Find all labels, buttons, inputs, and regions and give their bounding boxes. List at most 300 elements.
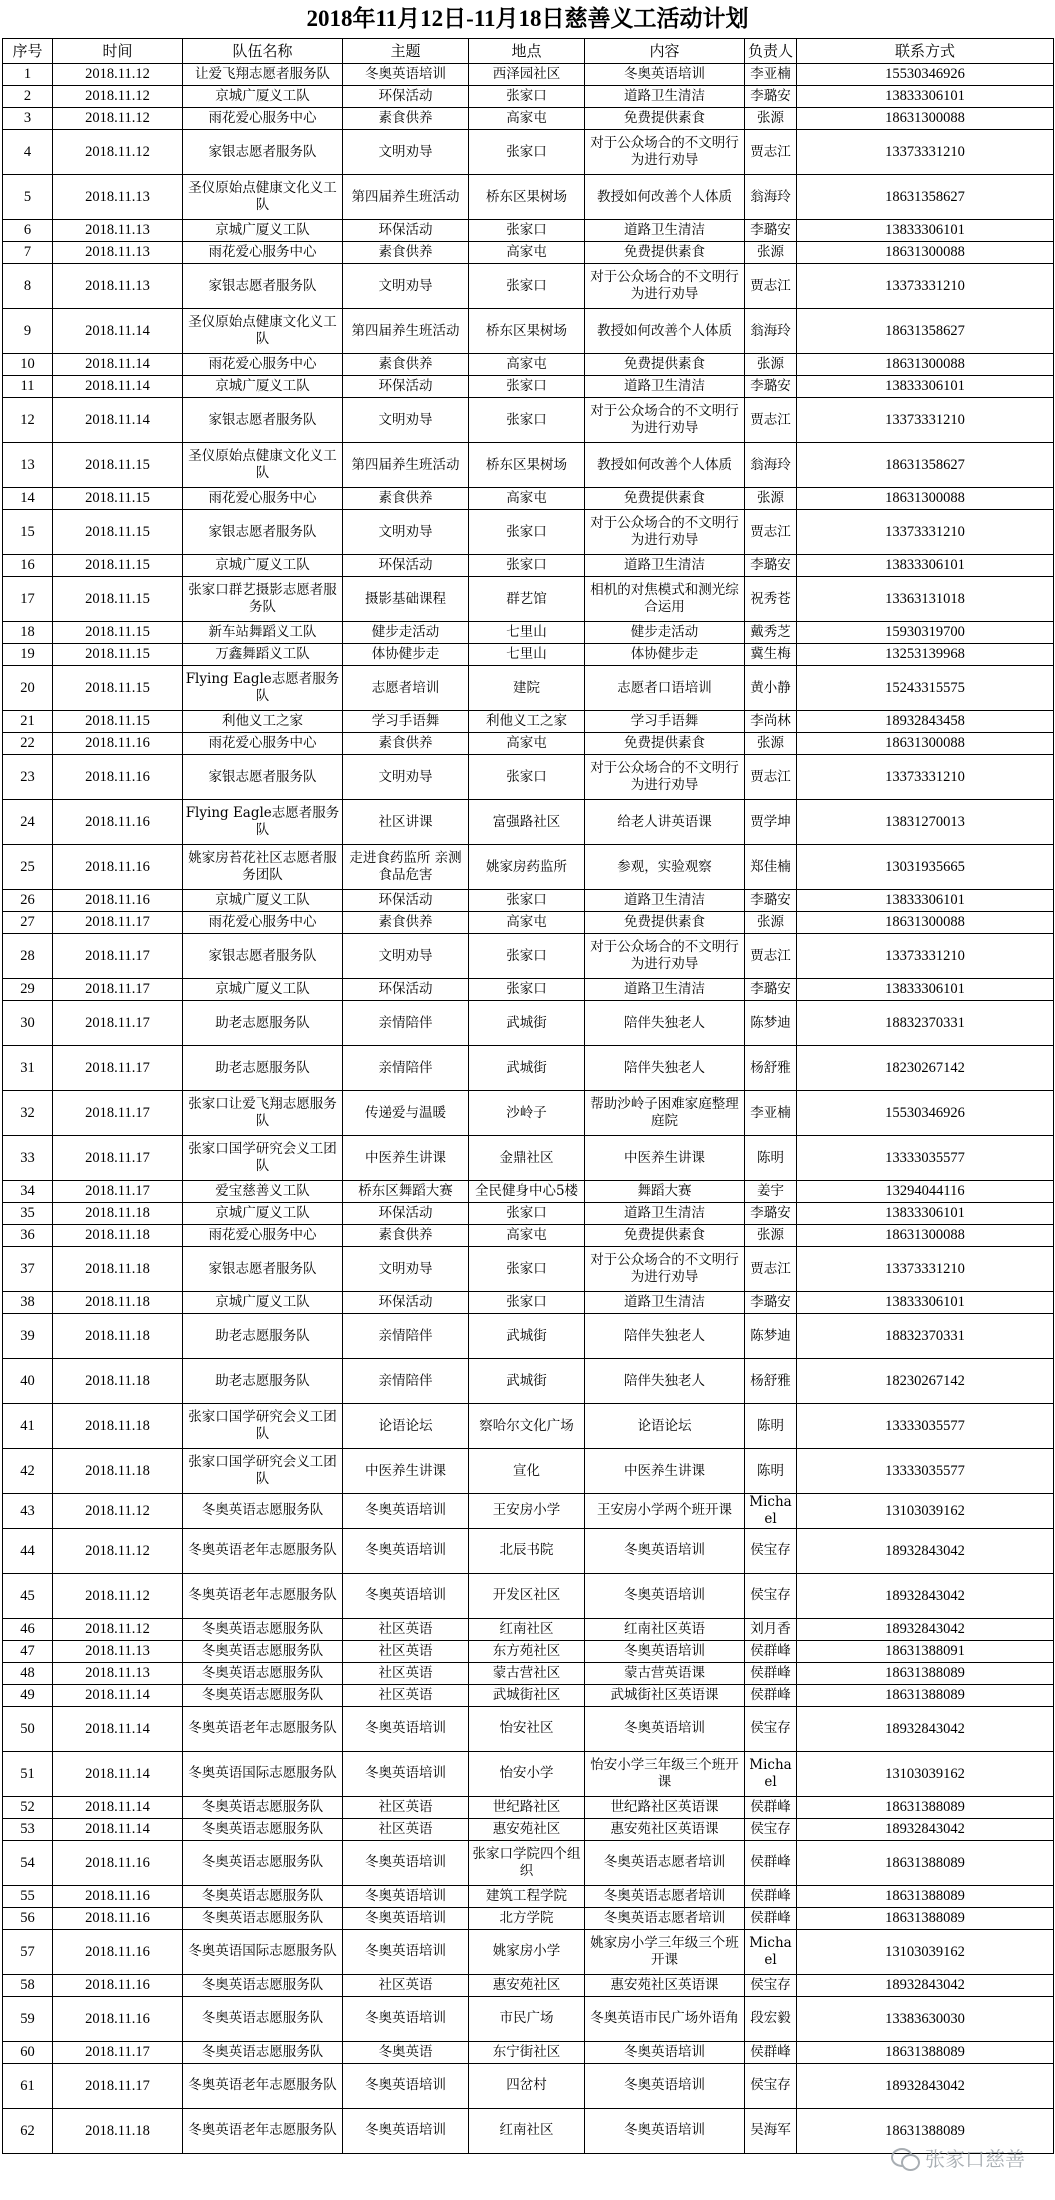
cell-time: 2018.11.15 (53, 488, 183, 510)
cell-seq: 7 (3, 242, 53, 264)
cell-leader: 侯宝存 (745, 1528, 797, 1573)
cell-leader: 刘月香 (745, 1618, 797, 1640)
table-row (3, 1494, 1054, 1529)
cell-time: 2018.11.14 (53, 1818, 183, 1840)
cell-location: 张家口 (469, 86, 585, 108)
table-row (3, 1573, 1054, 1618)
table-row (3, 1292, 1054, 1314)
cell-location: 建筑工程学院 (469, 1885, 585, 1907)
table-row (3, 1359, 1054, 1404)
cell-team: 冬奥英语志愿服务队 (183, 1640, 343, 1662)
cell-location: 高家屯 (469, 733, 585, 755)
cell-content: 冬奥英语培训 (585, 2063, 745, 2108)
cell-time: 2018.11.16 (53, 1929, 183, 1974)
table-row (3, 64, 1054, 86)
table-row (3, 86, 1054, 108)
cell-time: 2018.11.16 (53, 1996, 183, 2041)
cell-leader: 李璐安 (745, 555, 797, 577)
cell-time: 2018.11.12 (53, 1618, 183, 1640)
cell-seq: 23 (3, 755, 53, 800)
cell-team: 张家口国学研究会义工团队 (183, 1449, 343, 1494)
cell-location: 张家口 (469, 755, 585, 800)
cell-contact: 13333035577 (797, 1136, 1054, 1181)
cell-content: 志愿者口语培训 (585, 666, 745, 711)
cell-leader: 侯宝存 (745, 1573, 797, 1618)
cell-contact: 18230267142 (797, 1359, 1054, 1404)
table-row (3, 1907, 1054, 1929)
cell-team: 助老志愿服务队 (183, 1001, 343, 1046)
cell-team: 冬奥英语志愿服务队 (183, 1662, 343, 1684)
cell-contact: 18932843042 (797, 1618, 1054, 1640)
cell-time: 2018.11.18 (53, 1247, 183, 1292)
cell-content: 健步走活动 (585, 622, 745, 644)
table-row (3, 376, 1054, 398)
cell-leader: 侯群峰 (745, 1684, 797, 1706)
cell-team: 冬奥英语老年志愿服务队 (183, 1573, 343, 1618)
cell-contact: 18631300088 (797, 912, 1054, 934)
cell-seq: 43 (3, 1494, 53, 1529)
table-row (3, 1247, 1054, 1292)
cell-time: 2018.11.18 (53, 2108, 183, 2153)
cell-content: 陪伴失独老人 (585, 1314, 745, 1359)
cell-seq: 22 (3, 733, 53, 755)
table-row (3, 108, 1054, 130)
cell-leader: 侯群峰 (745, 1840, 797, 1885)
cell-theme: 环保活动 (343, 1292, 469, 1314)
cell-location: 桥东区果树场 (469, 175, 585, 220)
cell-content: 武城街社区英语课 (585, 1684, 745, 1706)
cell-seq: 5 (3, 175, 53, 220)
cell-contact: 18631388089 (797, 1684, 1054, 1706)
cell-time: 2018.11.13 (53, 220, 183, 242)
cell-time: 2018.11.16 (53, 1907, 183, 1929)
cell-team: 张家口国学研究会义工团队 (183, 1136, 343, 1181)
cell-location: 世纪路社区 (469, 1796, 585, 1818)
cell-content: 陪伴失独老人 (585, 1046, 745, 1091)
cell-leader: 张源 (745, 912, 797, 934)
cell-contact: 18932843458 (797, 711, 1054, 733)
cell-location: 惠安苑社区 (469, 1818, 585, 1840)
cell-time: 2018.11.16 (53, 1885, 183, 1907)
cell-seq: 61 (3, 2063, 53, 2108)
cell-contact: 18631388089 (797, 1885, 1054, 1907)
cell-leader: 侯群峰 (745, 1662, 797, 1684)
cell-content: 教授如何改善个人体质 (585, 175, 745, 220)
cell-leader: 张源 (745, 488, 797, 510)
cell-team: 京城广厦义工队 (183, 1292, 343, 1314)
cell-location: 高家屯 (469, 354, 585, 376)
cell-team: 让爱飞翔志愿者服务队 (183, 64, 343, 86)
table-row (3, 1684, 1054, 1706)
cell-theme: 体协健步走 (343, 644, 469, 666)
cell-contact: 18631300088 (797, 1225, 1054, 1247)
cell-time: 2018.11.17 (53, 912, 183, 934)
cell-leader: 侯群峰 (745, 1640, 797, 1662)
table-row (3, 510, 1054, 555)
cell-team: 助老志愿服务队 (183, 1314, 343, 1359)
cell-content: 免费提供素食 (585, 354, 745, 376)
header-theme: 主题 (343, 39, 469, 64)
cell-team: Flying Eagle志愿者服务队 (183, 666, 343, 711)
cell-theme: 冬奥英语培训 (343, 1907, 469, 1929)
cell-content: 对于公众场合的不文明行为进行劝导 (585, 264, 745, 309)
cell-time: 2018.11.15 (53, 555, 183, 577)
cell-seq: 26 (3, 890, 53, 912)
cell-seq: 14 (3, 488, 53, 510)
cell-seq: 20 (3, 666, 53, 711)
table-row (3, 1618, 1054, 1640)
cell-theme: 亲情陪伴 (343, 1359, 469, 1404)
cell-content: 相机的对焦模式和测光综合运用 (585, 577, 745, 622)
cell-leader: 贾志江 (745, 130, 797, 175)
cell-contact: 13333035577 (797, 1449, 1054, 1494)
cell-leader: 杨舒雅 (745, 1046, 797, 1091)
cell-location: 张家口 (469, 264, 585, 309)
cell-time: 2018.11.15 (53, 644, 183, 666)
cell-leader: 陈梦迪 (745, 1314, 797, 1359)
cell-leader: 李璐安 (745, 1292, 797, 1314)
cell-contact: 18631388089 (797, 2108, 1054, 2153)
cell-team: 新车站舞蹈义工队 (183, 622, 343, 644)
cell-team: 冬奥英语志愿服务队 (183, 1974, 343, 1996)
cell-content: 红南社区英语 (585, 1618, 745, 1640)
cell-contact: 18631358627 (797, 175, 1054, 220)
cell-leader: 翁海玲 (745, 309, 797, 354)
cell-location: 东方苑社区 (469, 1640, 585, 1662)
cell-team: 京城广厦义工队 (183, 220, 343, 242)
table-row (3, 1528, 1054, 1573)
cell-theme: 第四届养生班活动 (343, 443, 469, 488)
cell-seq: 38 (3, 1292, 53, 1314)
cell-location: 惠安苑社区 (469, 1974, 585, 1996)
cell-content: 教授如何改善个人体质 (585, 309, 745, 354)
cell-location: 金鼎社区 (469, 1136, 585, 1181)
cell-team: 冬奥英语志愿服务队 (183, 1494, 343, 1529)
cell-leader: 侯宝存 (745, 2063, 797, 2108)
cell-content: 对于公众场合的不文明行为进行劝导 (585, 1247, 745, 1292)
cell-location: 北辰书院 (469, 1528, 585, 1573)
cell-seq: 21 (3, 711, 53, 733)
cell-leader: 贾志江 (745, 1247, 797, 1292)
cell-location: 桥东区果树场 (469, 309, 585, 354)
cell-time: 2018.11.12 (53, 130, 183, 175)
cell-theme: 文明劝导 (343, 510, 469, 555)
cell-theme: 冬奥英语培训 (343, 1494, 469, 1529)
cell-team: 家银志愿者服务队 (183, 264, 343, 309)
cell-contact: 18631388091 (797, 1640, 1054, 1662)
cell-contact: 13833306101 (797, 86, 1054, 108)
cell-theme: 社区英语 (343, 1796, 469, 1818)
cell-theme: 环保活动 (343, 220, 469, 242)
cell-contact: 15530346926 (797, 1091, 1054, 1136)
cell-theme: 素食供养 (343, 242, 469, 264)
cell-theme: 文明劝导 (343, 130, 469, 175)
cell-contact: 18932843042 (797, 1818, 1054, 1840)
cell-team: 张家口让爱飞翔志愿服务队 (183, 1091, 343, 1136)
cell-contact: 18932843042 (797, 2063, 1054, 2108)
cell-leader: 祝秀苍 (745, 577, 797, 622)
table-row (3, 2063, 1054, 2108)
cell-time: 2018.11.13 (53, 264, 183, 309)
cell-theme: 文明劝导 (343, 1247, 469, 1292)
table-row (3, 622, 1054, 644)
cell-contact: 13833306101 (797, 1292, 1054, 1314)
cell-leader: 贾学坤 (745, 800, 797, 845)
cell-content: 道路卫生清洁 (585, 1292, 745, 1314)
cell-content: 冬奥英语培训 (585, 1573, 745, 1618)
cell-content: 论语论坛 (585, 1404, 745, 1449)
cell-time: 2018.11.17 (53, 1181, 183, 1203)
cell-leader: 姜宇 (745, 1181, 797, 1203)
cell-time: 2018.11.12 (53, 108, 183, 130)
cell-contact: 13103039162 (797, 1929, 1054, 1974)
cell-content: 冬奥英语志愿者培训 (585, 1907, 745, 1929)
cell-location: 张家口 (469, 376, 585, 398)
cell-seq: 10 (3, 354, 53, 376)
cell-team: 冬奥英语志愿服务队 (183, 1996, 343, 2041)
table-row (3, 1796, 1054, 1818)
cell-location: 高家屯 (469, 242, 585, 264)
cell-theme: 素食供养 (343, 733, 469, 755)
table-row (3, 1706, 1054, 1751)
cell-theme: 冬奥英语培训 (343, 1885, 469, 1907)
cell-seq: 12 (3, 398, 53, 443)
cell-time: 2018.11.15 (53, 577, 183, 622)
table-row (3, 555, 1054, 577)
cell-contact: 18631358627 (797, 309, 1054, 354)
cell-time: 2018.11.15 (53, 510, 183, 555)
cell-time: 2018.11.18 (53, 1314, 183, 1359)
cell-seq: 8 (3, 264, 53, 309)
cell-contact: 18631300088 (797, 733, 1054, 755)
cell-contact: 15243315575 (797, 666, 1054, 711)
cell-location: 张家口 (469, 1292, 585, 1314)
cell-team: 雨花爱心服务中心 (183, 733, 343, 755)
cell-theme: 冬奥英语 (343, 2041, 469, 2063)
cell-location: 怡安社区 (469, 1706, 585, 1751)
cell-team: 冬奥英语志愿服务队 (183, 1684, 343, 1706)
cell-theme: 冬奥英语培训 (343, 1840, 469, 1885)
cell-team: 万鑫舞蹈义工队 (183, 644, 343, 666)
table-row (3, 1662, 1054, 1684)
cell-leader: 贾志江 (745, 398, 797, 443)
cell-theme: 环保活动 (343, 890, 469, 912)
cell-team: 利他义工之家 (183, 711, 343, 733)
cell-contact: 18832370331 (797, 1001, 1054, 1046)
cell-contact: 13253139968 (797, 644, 1054, 666)
cell-leader: 陈明 (745, 1404, 797, 1449)
cell-leader: 郑佳楠 (745, 845, 797, 890)
cell-location: 七里山 (469, 644, 585, 666)
table-row (3, 1203, 1054, 1225)
cell-content: 给老人讲英语课 (585, 800, 745, 845)
cell-contact: 13833306101 (797, 1203, 1054, 1225)
cell-content: 世纪路社区英语课 (585, 1796, 745, 1818)
cell-content: 中医养生讲课 (585, 1449, 745, 1494)
cell-theme: 冬奥英语培训 (343, 1751, 469, 1796)
cell-team: 冬奥英语老年志愿服务队 (183, 2063, 343, 2108)
cell-leader: 侯群峰 (745, 1796, 797, 1818)
header-leader: 负责人 (745, 39, 797, 64)
cell-contact: 13833306101 (797, 555, 1054, 577)
cell-seq: 62 (3, 2108, 53, 2153)
cell-seq: 58 (3, 1974, 53, 1996)
cell-team: 爱宝慈善义工队 (183, 1181, 343, 1203)
cell-location: 姚家房药监所 (469, 845, 585, 890)
cell-content: 免费提供素食 (585, 108, 745, 130)
cell-seq: 57 (3, 1929, 53, 1974)
cell-leader: 侯群峰 (745, 1907, 797, 1929)
cell-content: 帮助沙岭子困难家庭整理庭院 (585, 1091, 745, 1136)
cell-contact: 15530346926 (797, 64, 1054, 86)
header-team: 队伍名称 (183, 39, 343, 64)
cell-seq: 40 (3, 1359, 53, 1404)
cell-time: 2018.11.14 (53, 376, 183, 398)
cell-content: 冬奥英语培训 (585, 1640, 745, 1662)
cell-time: 2018.11.17 (53, 2063, 183, 2108)
cell-time: 2018.11.18 (53, 1449, 183, 1494)
cell-seq: 31 (3, 1046, 53, 1091)
cell-time: 2018.11.15 (53, 443, 183, 488)
cell-seq: 29 (3, 979, 53, 1001)
cell-seq: 35 (3, 1203, 53, 1225)
table-row (3, 1974, 1054, 1996)
cell-content: 陪伴失独老人 (585, 1359, 745, 1404)
cell-seq: 53 (3, 1818, 53, 1840)
cell-time: 2018.11.15 (53, 666, 183, 711)
cell-theme: 冬奥英语培训 (343, 1929, 469, 1974)
cell-seq: 2 (3, 86, 53, 108)
cell-time: 2018.11.13 (53, 1662, 183, 1684)
table-row (3, 934, 1054, 979)
cell-theme: 环保活动 (343, 1203, 469, 1225)
table-row (3, 1136, 1054, 1181)
cell-content: 教授如何改善个人体质 (585, 443, 745, 488)
cell-theme: 论语论坛 (343, 1404, 469, 1449)
table-row (3, 1225, 1054, 1247)
cell-time: 2018.11.12 (53, 1528, 183, 1573)
cell-content: 对于公众场合的不文明行为进行劝导 (585, 934, 745, 979)
cell-team: 冬奥英语老年志愿服务队 (183, 1706, 343, 1751)
cell-seq: 15 (3, 510, 53, 555)
cell-seq: 52 (3, 1796, 53, 1818)
cell-location: 察哈尔文化广场 (469, 1404, 585, 1449)
cell-seq: 4 (3, 130, 53, 175)
table-row (3, 488, 1054, 510)
cell-seq: 54 (3, 1840, 53, 1885)
cell-location: 高家屯 (469, 108, 585, 130)
cell-seq: 49 (3, 1684, 53, 1706)
cell-team: 雨花爱心服务中心 (183, 1225, 343, 1247)
cell-seq: 24 (3, 800, 53, 845)
cell-content: 冬奥英语培训 (585, 1528, 745, 1573)
cell-seq: 18 (3, 622, 53, 644)
header-location: 地点 (469, 39, 585, 64)
cell-contact: 13831270013 (797, 800, 1054, 845)
cell-location: 红南社区 (469, 2108, 585, 2153)
cell-seq: 32 (3, 1091, 53, 1136)
cell-seq: 47 (3, 1640, 53, 1662)
cell-content: 免费提供素食 (585, 912, 745, 934)
cell-time: 2018.11.14 (53, 309, 183, 354)
cell-location: 武城街 (469, 1046, 585, 1091)
cell-leader: 张源 (745, 1225, 797, 1247)
cell-contact: 18631300088 (797, 242, 1054, 264)
cell-team: 京城广厦义工队 (183, 979, 343, 1001)
cell-location: 沙岭子 (469, 1091, 585, 1136)
cell-location: 张家口 (469, 979, 585, 1001)
cell-time: 2018.11.15 (53, 711, 183, 733)
cell-contact: 18631388089 (797, 1662, 1054, 1684)
cell-location: 张家口 (469, 890, 585, 912)
cell-team: 京城广厦义工队 (183, 1203, 343, 1225)
table-row (3, 912, 1054, 934)
cell-seq: 27 (3, 912, 53, 934)
cell-content: 蒙古营英语课 (585, 1662, 745, 1684)
cell-content: 姚家房小学三年级三个班开课 (585, 1929, 745, 1974)
table-row (3, 354, 1054, 376)
cell-theme: 文明劝导 (343, 398, 469, 443)
table-row (3, 979, 1054, 1001)
cell-time: 2018.11.18 (53, 1203, 183, 1225)
cell-leader: 侯宝存 (745, 1974, 797, 1996)
cell-leader: 贾志江 (745, 510, 797, 555)
cell-contact: 18631388089 (797, 1907, 1054, 1929)
cell-time: 2018.11.12 (53, 86, 183, 108)
cell-team: 助老志愿服务队 (183, 1359, 343, 1404)
table-row (3, 1449, 1054, 1494)
cell-time: 2018.11.14 (53, 354, 183, 376)
table-row (3, 711, 1054, 733)
table-row (3, 577, 1054, 622)
cell-contact: 15930319700 (797, 622, 1054, 644)
cell-content: 道路卫生清洁 (585, 220, 745, 242)
cell-content: 对于公众场合的不文明行为进行劝导 (585, 755, 745, 800)
cell-location: 北方学院 (469, 1907, 585, 1929)
cell-theme: 冬奥英语培训 (343, 1528, 469, 1573)
cell-location: 利他义工之家 (469, 711, 585, 733)
cell-time: 2018.11.16 (53, 845, 183, 890)
cell-seq: 30 (3, 1001, 53, 1046)
cell-leader: 杨舒雅 (745, 1359, 797, 1404)
cell-contact: 13373331210 (797, 264, 1054, 309)
watermark (891, 2143, 1025, 2172)
cell-leader: 贾志江 (745, 755, 797, 800)
cell-location: 武城街 (469, 1001, 585, 1046)
table-row (3, 264, 1054, 309)
cell-team: 家银志愿者服务队 (183, 934, 343, 979)
cell-contact: 13333035577 (797, 1404, 1054, 1449)
cell-team: 京城广厦义工队 (183, 890, 343, 912)
cell-time: 2018.11.14 (53, 1684, 183, 1706)
cell-seq: 48 (3, 1662, 53, 1684)
cell-contact: 13833306101 (797, 890, 1054, 912)
cell-content: 道路卫生清洁 (585, 86, 745, 108)
cell-team: 家银志愿者服务队 (183, 755, 343, 800)
cell-content: 冬奥英语市民广场外语角 (585, 1996, 745, 2041)
cell-theme: 健步走活动 (343, 622, 469, 644)
cell-leader: 侯群峰 (745, 1885, 797, 1907)
cell-theme: 素食供养 (343, 354, 469, 376)
cell-contact: 13373331210 (797, 130, 1054, 175)
cell-theme: 文明劝导 (343, 264, 469, 309)
cell-contact: 18932843042 (797, 1706, 1054, 1751)
table-row (3, 1929, 1054, 1974)
cell-leader: Michael (745, 1929, 797, 1974)
cell-location: 四岔村 (469, 2063, 585, 2108)
cell-seq: 19 (3, 644, 53, 666)
cell-theme: 冬奥英语培训 (343, 2063, 469, 2108)
